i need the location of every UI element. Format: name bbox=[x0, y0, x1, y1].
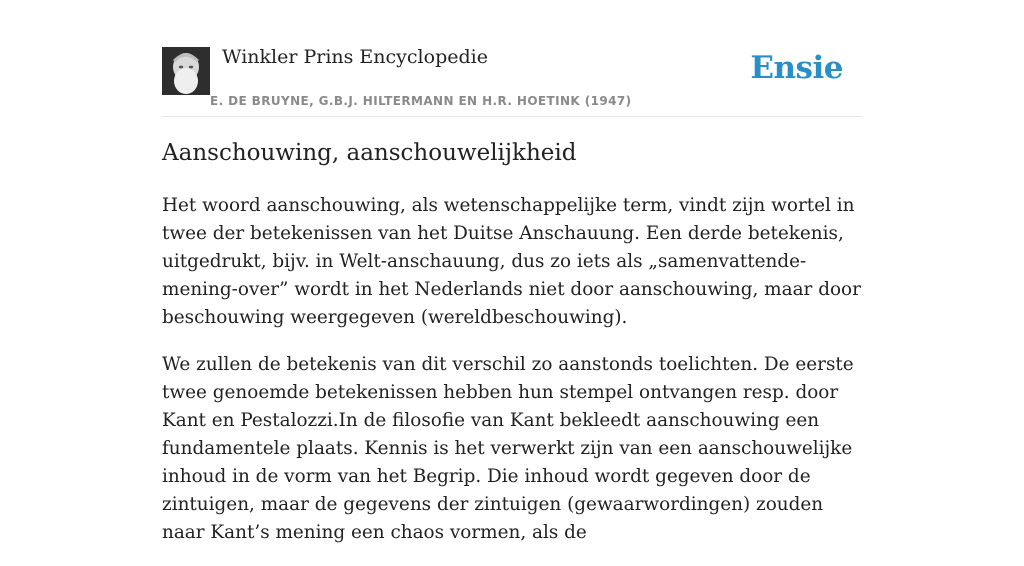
paragraph-1: Het woord aanschouwing, als wetenschappelijke term, vindt zijn wortel in twee der betekenissen van het Duitse Anschauung. Een derde betekenis, uitgedrukt, bijv. in Welt-anschauung, dus zo iets als „samenvattende-mening-over” wordt in het Nederlands niet door aanschouwing, maar door beschouwing weergegeven (wereldbeschouwing). bbox=[162, 195, 861, 328]
article-body bbox=[162, 192, 867, 566]
authors-line: E. DE BRUYNE, G.B.J. HILTERMANN EN H.R. HOETINK (1947) bbox=[210, 94, 632, 108]
page bbox=[162, 0, 862, 543]
book-title[interactable]: Winkler Prins Encyclopedie bbox=[222, 46, 488, 68]
author-portrait-icon bbox=[162, 47, 210, 95]
article-title: Aanschouwing, aanschouwelijkheid bbox=[162, 140, 577, 166]
avatar-graphic bbox=[162, 47, 210, 95]
ensie-logo-link[interactable]: Ensie bbox=[750, 50, 843, 86]
paragraph-2: We zullen de betekenis van dit verschil zo aanstonds toelichten. De eerste twee genoemde betekenissen hebben hun stempel ontvangen resp. door Kant en Pestalozzi.In de filosofie van Kant bekleedt aanschouwing een fundamentele plaats. Kennis is het verwerkt zijn van een aanschouwelijke inhoud in de vorm van het Begrip. Die inhoud wordt gegeven door de zintuigen, maar de gegevens der zintuigen (gewaarwordingen) zouden naar Kant’s mening een chaos vormen, als de bbox=[162, 354, 854, 543]
header bbox=[162, 0, 862, 117]
